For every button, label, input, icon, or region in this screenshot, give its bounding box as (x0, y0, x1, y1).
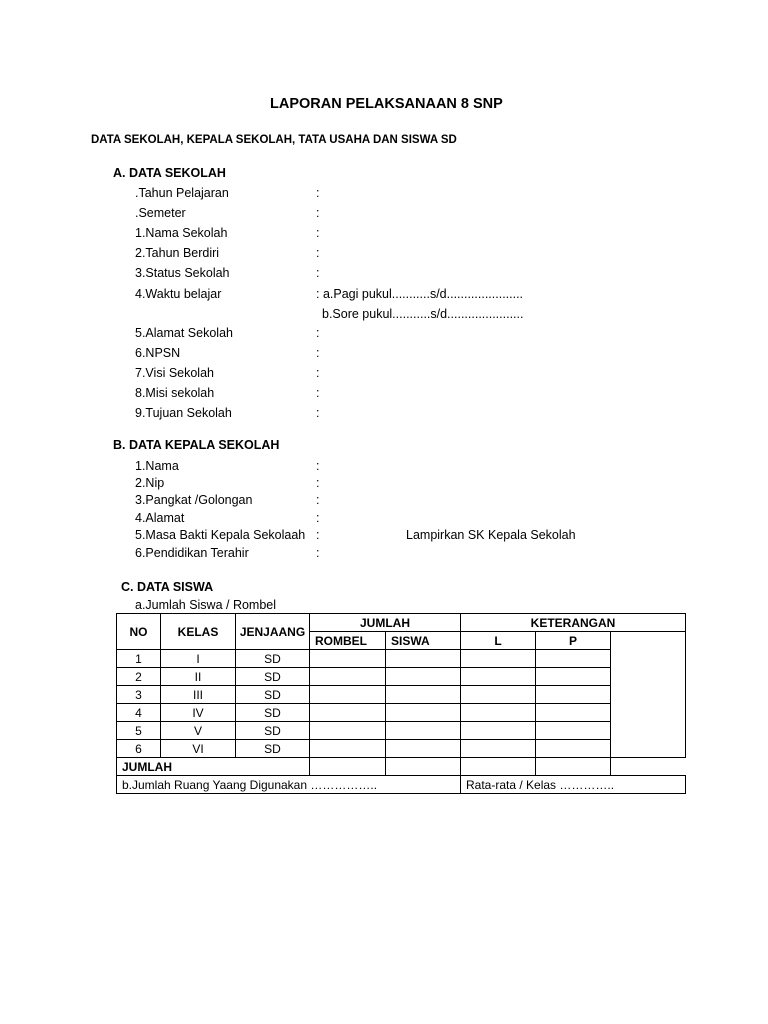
field-label: 9.Tujuan Sekolah (135, 406, 232, 420)
cell-siswa (386, 704, 461, 722)
cell-p (536, 704, 611, 722)
section-b-heading: B. DATA KEPALA SEKOLAH (113, 438, 280, 452)
cell-l (461, 740, 536, 758)
cell-siswa (386, 722, 461, 740)
total-p (536, 758, 611, 776)
field-value: : (316, 206, 320, 220)
header-l: L (461, 632, 536, 650)
cell-p (536, 740, 611, 758)
cell-no: 6 (117, 740, 161, 758)
cell-no: 3 (117, 686, 161, 704)
header-jumlah: JUMLAH (310, 614, 461, 632)
table-row (117, 704, 686, 722)
field-label: 7.Visi Sekolah (135, 366, 214, 380)
header-siswa: SISWA (386, 632, 461, 650)
field-label: 3.Pangkat /Golongan (135, 493, 253, 507)
cell-kelas: IV (161, 704, 236, 722)
header-jenjang: JENJAANG (236, 614, 310, 650)
header-keterangan: KETERANGAN (461, 614, 686, 632)
field-value: : (316, 346, 320, 360)
cell-siswa (386, 740, 461, 758)
cell-jenjang: SD (236, 668, 310, 686)
sk-note: Lampirkan SK Kepala Sekolah (406, 528, 576, 542)
cell-no: 2 (117, 668, 161, 686)
cell-siswa (386, 686, 461, 704)
cell-kelas: V (161, 722, 236, 740)
cell-l (461, 668, 536, 686)
field-label: 1.Nama (135, 459, 179, 473)
table-row (117, 686, 686, 704)
field-value: : (316, 406, 320, 420)
cell-rombel (310, 722, 386, 740)
header-p: P (536, 632, 611, 650)
field-label: 6.Pendidikan Terahir (135, 546, 249, 560)
field-value: : (316, 246, 320, 260)
cell-kelas: I (161, 650, 236, 668)
field-label: 1.Nama Sekolah (135, 226, 228, 240)
cell-l (461, 722, 536, 740)
ruang-label: b.Jumlah Ruang Yaang Digunakan …………….. (117, 776, 461, 794)
cell-rombel (310, 686, 386, 704)
field-label: 2.Nip (135, 476, 165, 490)
table-row (117, 722, 686, 740)
cell-l (461, 686, 536, 704)
section-c-subheading: a.Jumlah Siswa / Rombel (135, 598, 277, 612)
total-label: JUMLAH (117, 758, 310, 776)
field-label: 6.NPSN (135, 346, 181, 360)
field-value: : a.Pagi pukul...........s/d...................... (316, 287, 524, 301)
field-value: : (316, 476, 320, 490)
total-siswa (386, 758, 461, 776)
field-value: : (316, 459, 320, 473)
cell-jenjang: SD (236, 722, 310, 740)
cell-p (536, 650, 611, 668)
field-value: : (316, 186, 320, 200)
field-label: 3.Status Sekolah (135, 266, 230, 280)
cell-jenjang: SD (236, 650, 310, 668)
page-subtitle: DATA SEKOLAH, KEPALA SEKOLAH, TATA USAHA DAN SISWA SD (91, 134, 457, 146)
table-row (117, 668, 686, 686)
cell-no: 4 (117, 704, 161, 722)
cell-rombel (310, 668, 386, 686)
cell-siswa (386, 668, 461, 686)
field-label: 4.Waktu belajar (135, 287, 222, 301)
cell-no: 5 (117, 722, 161, 740)
cell-rombel (310, 650, 386, 668)
cell-kelas: III (161, 686, 236, 704)
field-value: : (316, 386, 320, 400)
field-value: : (316, 226, 320, 240)
cell-jenjang: SD (236, 686, 310, 704)
table-row (117, 740, 686, 758)
cell-p (536, 722, 611, 740)
keterangan-blank-cell (611, 632, 686, 758)
field-label: .Semeter (135, 206, 186, 220)
header-rombel: ROMBEL (310, 632, 386, 650)
cell-jenjang: SD (236, 704, 310, 722)
field-label: 5.Masa Bakti Kepala Sekolaah (135, 528, 306, 542)
field-value: : (316, 528, 320, 542)
cell-p (536, 686, 611, 704)
section-c-heading: C. DATA SISWA (121, 580, 214, 594)
cell-rombel (310, 704, 386, 722)
rata-label: Rata-rata / Kelas ………….. (461, 776, 686, 794)
cell-jenjang: SD (236, 740, 310, 758)
cell-kelas: II (161, 668, 236, 686)
header-kelas: KELAS (161, 614, 236, 650)
field-value: : (316, 266, 320, 280)
field-value: : (316, 366, 320, 380)
header-no: NO (117, 614, 161, 650)
cell-siswa (386, 650, 461, 668)
cell-p (536, 668, 611, 686)
field-value: : (316, 326, 320, 340)
cell-rombel (310, 740, 386, 758)
field-value: b.Sore pukul...........s/d...................... (322, 307, 524, 321)
page-title: LAPORAN PELAKSANAAN 8 SNP (270, 96, 503, 112)
total-rombel (310, 758, 386, 776)
field-label: .Tahun Pelajaran (135, 186, 229, 200)
field-value: : (316, 493, 320, 507)
cell-kelas: VI (161, 740, 236, 758)
field-label: 5.Alamat Sekolah (135, 326, 233, 340)
field-value: : (316, 546, 320, 560)
field-label: 8.Misi sekolah (135, 386, 215, 400)
cell-no: 1 (117, 650, 161, 668)
section-a-heading: A. DATA SEKOLAH (113, 166, 226, 180)
field-value: : (316, 511, 320, 525)
cell-l (461, 704, 536, 722)
total-row (117, 758, 686, 776)
table-row (117, 650, 686, 668)
student-table (116, 613, 686, 794)
field-label: 4.Alamat (135, 511, 185, 525)
cell-l (461, 650, 536, 668)
room-row (117, 776, 686, 794)
total-l (461, 758, 536, 776)
field-label: 2.Tahun Berdiri (135, 246, 220, 260)
